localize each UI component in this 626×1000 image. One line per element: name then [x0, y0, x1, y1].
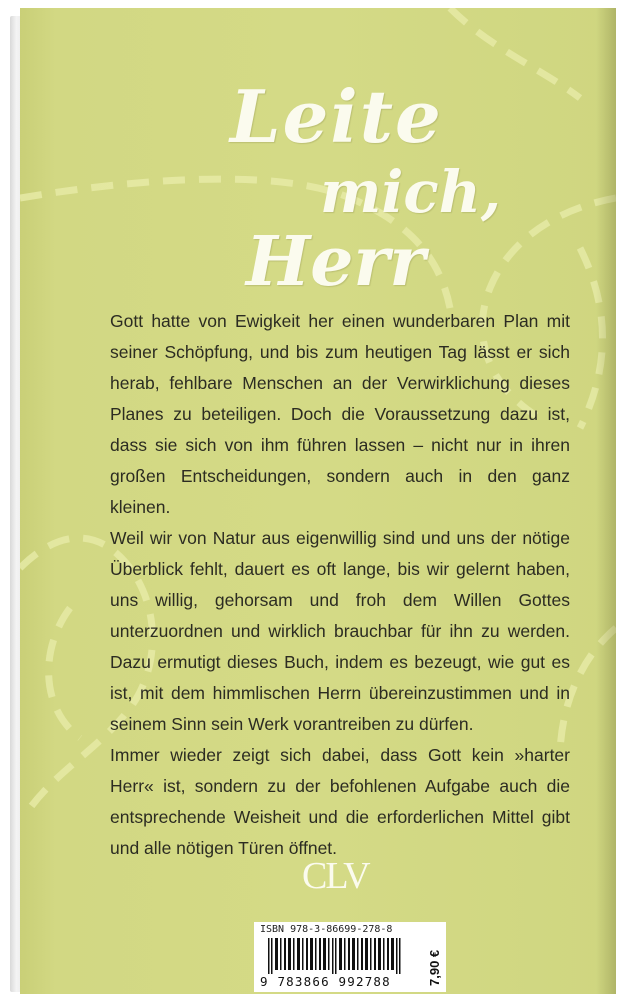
- title-line-2: mich,: [320, 158, 502, 226]
- title-line-3: Herr: [246, 222, 426, 302]
- book-blurb: [110, 306, 570, 864]
- blurb-paragraph: Gott hatte von Ewigkeit her einen wunderbaren Plan mit seiner Schöpfung, und bis zum heutigen Tag lässt er sich herab, fehlbare Menschen an der Verwirklichung dieses Planes zu beteiligen. Doch die Voraussetzung dazu ist, dass sie sich von ihm führen lassen – nicht nur in ihren großen Entscheidungen, sondern auch in den ganz kleinen.: [110, 311, 570, 517]
- title-line-1: Leite: [230, 74, 443, 159]
- barcode-label: [254, 922, 446, 992]
- book-back-cover: [20, 8, 616, 994]
- isbn-text: ISBN 978-3-86699-278-8: [260, 924, 393, 935]
- spine-shadow: [596, 8, 616, 994]
- barcode: [260, 938, 420, 974]
- book: [10, 8, 620, 994]
- price-label: 7,90 €: [427, 949, 442, 986]
- blurb-paragraph: Immer wieder zeigt sich dabei, dass Gott kein »harter Herr« ist, sondern zu der befohlenen Aufgabe auch die entsprechende Weisheit und die erforderlichen Mittel gibt und alle nötigen Türen öffnet.: [110, 745, 570, 858]
- barcode-number: 9 783866 992788: [260, 974, 391, 989]
- blurb-paragraph: Weil wir von Natur aus eigenwillig sind und uns der nötige Überblick fehlt, dauert es oft lange, bis wir gelernt haben, uns willig, gehorsam und froh dem Willen Gottes unterzuordnen und wirklich brauchbar für ihn zu werden. Dazu ermutigt dieses Buch, indem es bezeugt, wie gut es ist, mit dem himmlischen Herrn übereinzustimmen und in seinem Sinn sein Werk vorantreiben zu dürfen.: [110, 528, 570, 734]
- publisher-logo: CLV: [302, 855, 369, 897]
